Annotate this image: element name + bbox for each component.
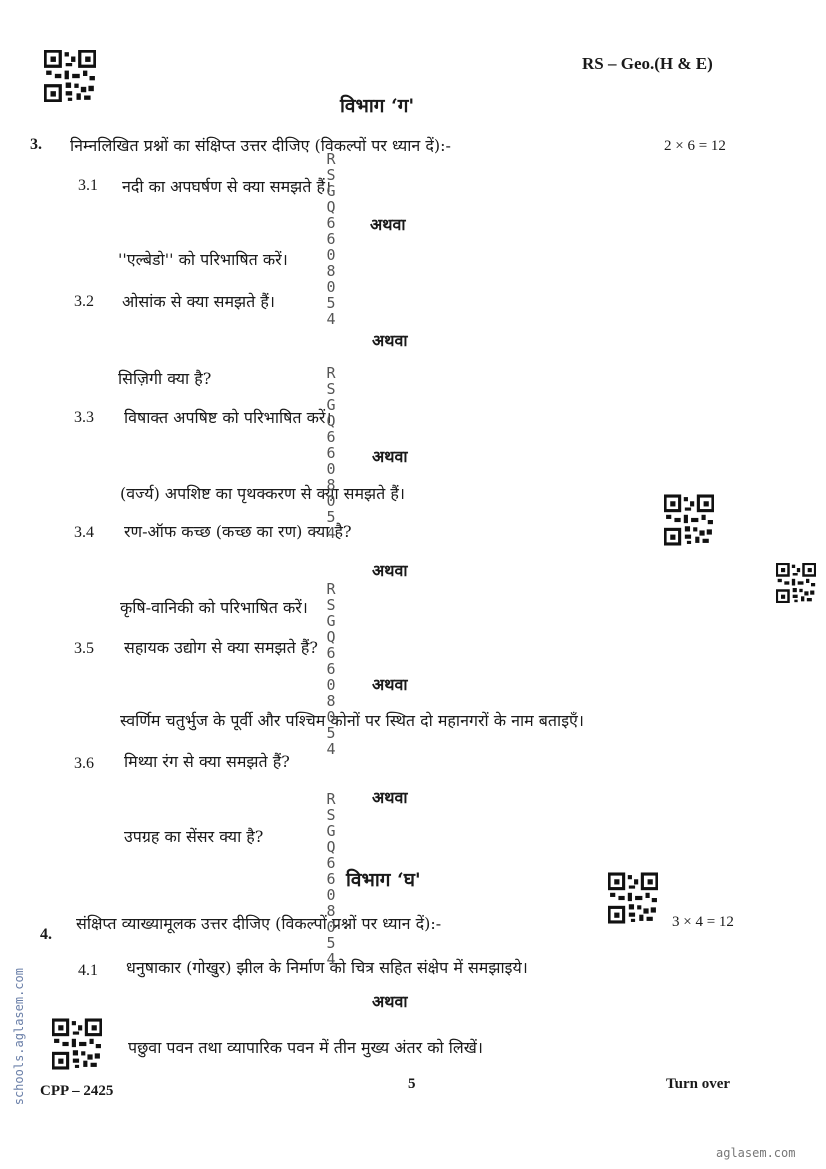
- watermark-strip: RSGQ6608054: [322, 580, 340, 756]
- question-text: संक्षिप्त व्याख्यामूलक उत्तर दीजिए (विकल्पों प्रश्नों पर ध्यान दें):-: [76, 914, 442, 933]
- or-label: अथवा: [372, 788, 408, 807]
- or-label: अथवा: [370, 215, 406, 234]
- item-alt-text: कृषि-वानिकी को परिभाषित करें।: [120, 598, 308, 617]
- question-number: 3.: [30, 136, 42, 153]
- item-number: 3.4: [74, 524, 94, 541]
- item-number: 3.5: [74, 640, 94, 657]
- item-alt-text: स्वर्णिम चतुर्भुज के पूर्वी और पश्चिम कोनों पर स्थित दो महानगरों के नाम बताइएँ।: [120, 711, 584, 730]
- item-number: 3.6: [74, 755, 94, 772]
- or-label: अथवा: [372, 992, 408, 1011]
- watermark-strip: RSGQ6608054: [322, 364, 340, 540]
- marks: 3 × 4 = 12: [672, 914, 734, 930]
- item-number: 4.1: [78, 962, 98, 979]
- site-watermark: schools.aglasem.com: [12, 968, 26, 1106]
- or-label: अथवा: [372, 331, 408, 350]
- qr-code-icon: [52, 1018, 102, 1070]
- item-text: नदी का अपघर्षण से क्या समझते हैं।: [122, 177, 332, 196]
- item-alt-text: ''एल्बेडो'' को परिभाषित करें।: [118, 250, 288, 269]
- item-text: मिथ्या रंग से क्या समझते हैं?: [124, 752, 290, 771]
- turn-over: Turn over: [666, 1076, 731, 1092]
- qr-code-icon: [608, 872, 658, 924]
- watermark-strip: RSGQ6608054: [322, 150, 340, 326]
- section-c-title: विभाग ‘ग': [340, 95, 415, 117]
- qr-code-icon: [776, 563, 816, 603]
- item-text: रण-ऑफ कच्छ (कच्छ का रण) क्या है?: [124, 522, 352, 541]
- or-label: अथवा: [372, 675, 408, 694]
- watermark-strip: RSGQ6608054: [322, 790, 340, 966]
- item-number: 3.2: [74, 293, 94, 310]
- page-number: 5: [408, 1076, 416, 1092]
- footer-code: CPP – 2425: [40, 1083, 114, 1099]
- item-number: 3.3: [74, 409, 94, 426]
- item-alt-text: (वर्ज्य) अपशिष्ट का पृथक्करण से क्या समझते हैं।: [120, 484, 405, 503]
- item-text: विषाक्त अपषिष्ट को परिभाषित करें।: [124, 408, 332, 427]
- item-alt-text: सिज़िगी क्या है?: [118, 369, 212, 388]
- item-number: 3.1: [78, 177, 98, 194]
- site-watermark: aglasem.com: [716, 1146, 796, 1160]
- item-text: ओसांक से क्या समझते हैं।: [122, 292, 275, 311]
- marks: 2 × 6 = 12: [664, 138, 726, 154]
- paper-code: RS – Geo.(H & E): [582, 54, 713, 73]
- item-text: धनुषाकार (गोखुर) झील के निर्माण को चित्र सहित संक्षेप में समझाइये।: [126, 958, 528, 977]
- or-label: अथवा: [372, 561, 408, 580]
- question-text: निम्नलिखित प्रश्नों का संक्षिप्त उत्तर दीजिए (विकल्पों पर ध्यान दें):-: [70, 136, 451, 155]
- qr-code-icon: [44, 50, 96, 102]
- or-label: अथवा: [372, 447, 408, 466]
- item-alt-text: उपग्रह का सेंसर क्या है?: [124, 827, 264, 846]
- question-number: 4.: [40, 926, 52, 943]
- item-text: सहायक उद्योग से क्या समझते हैं?: [124, 638, 318, 657]
- item-alt-text: पछुवा पवन तथा व्यापारिक पवन में तीन मुख्य अंतर को लिखें।: [128, 1038, 483, 1057]
- qr-code-icon: [664, 494, 714, 546]
- section-d-title: विभाग ‘घ': [346, 869, 421, 891]
